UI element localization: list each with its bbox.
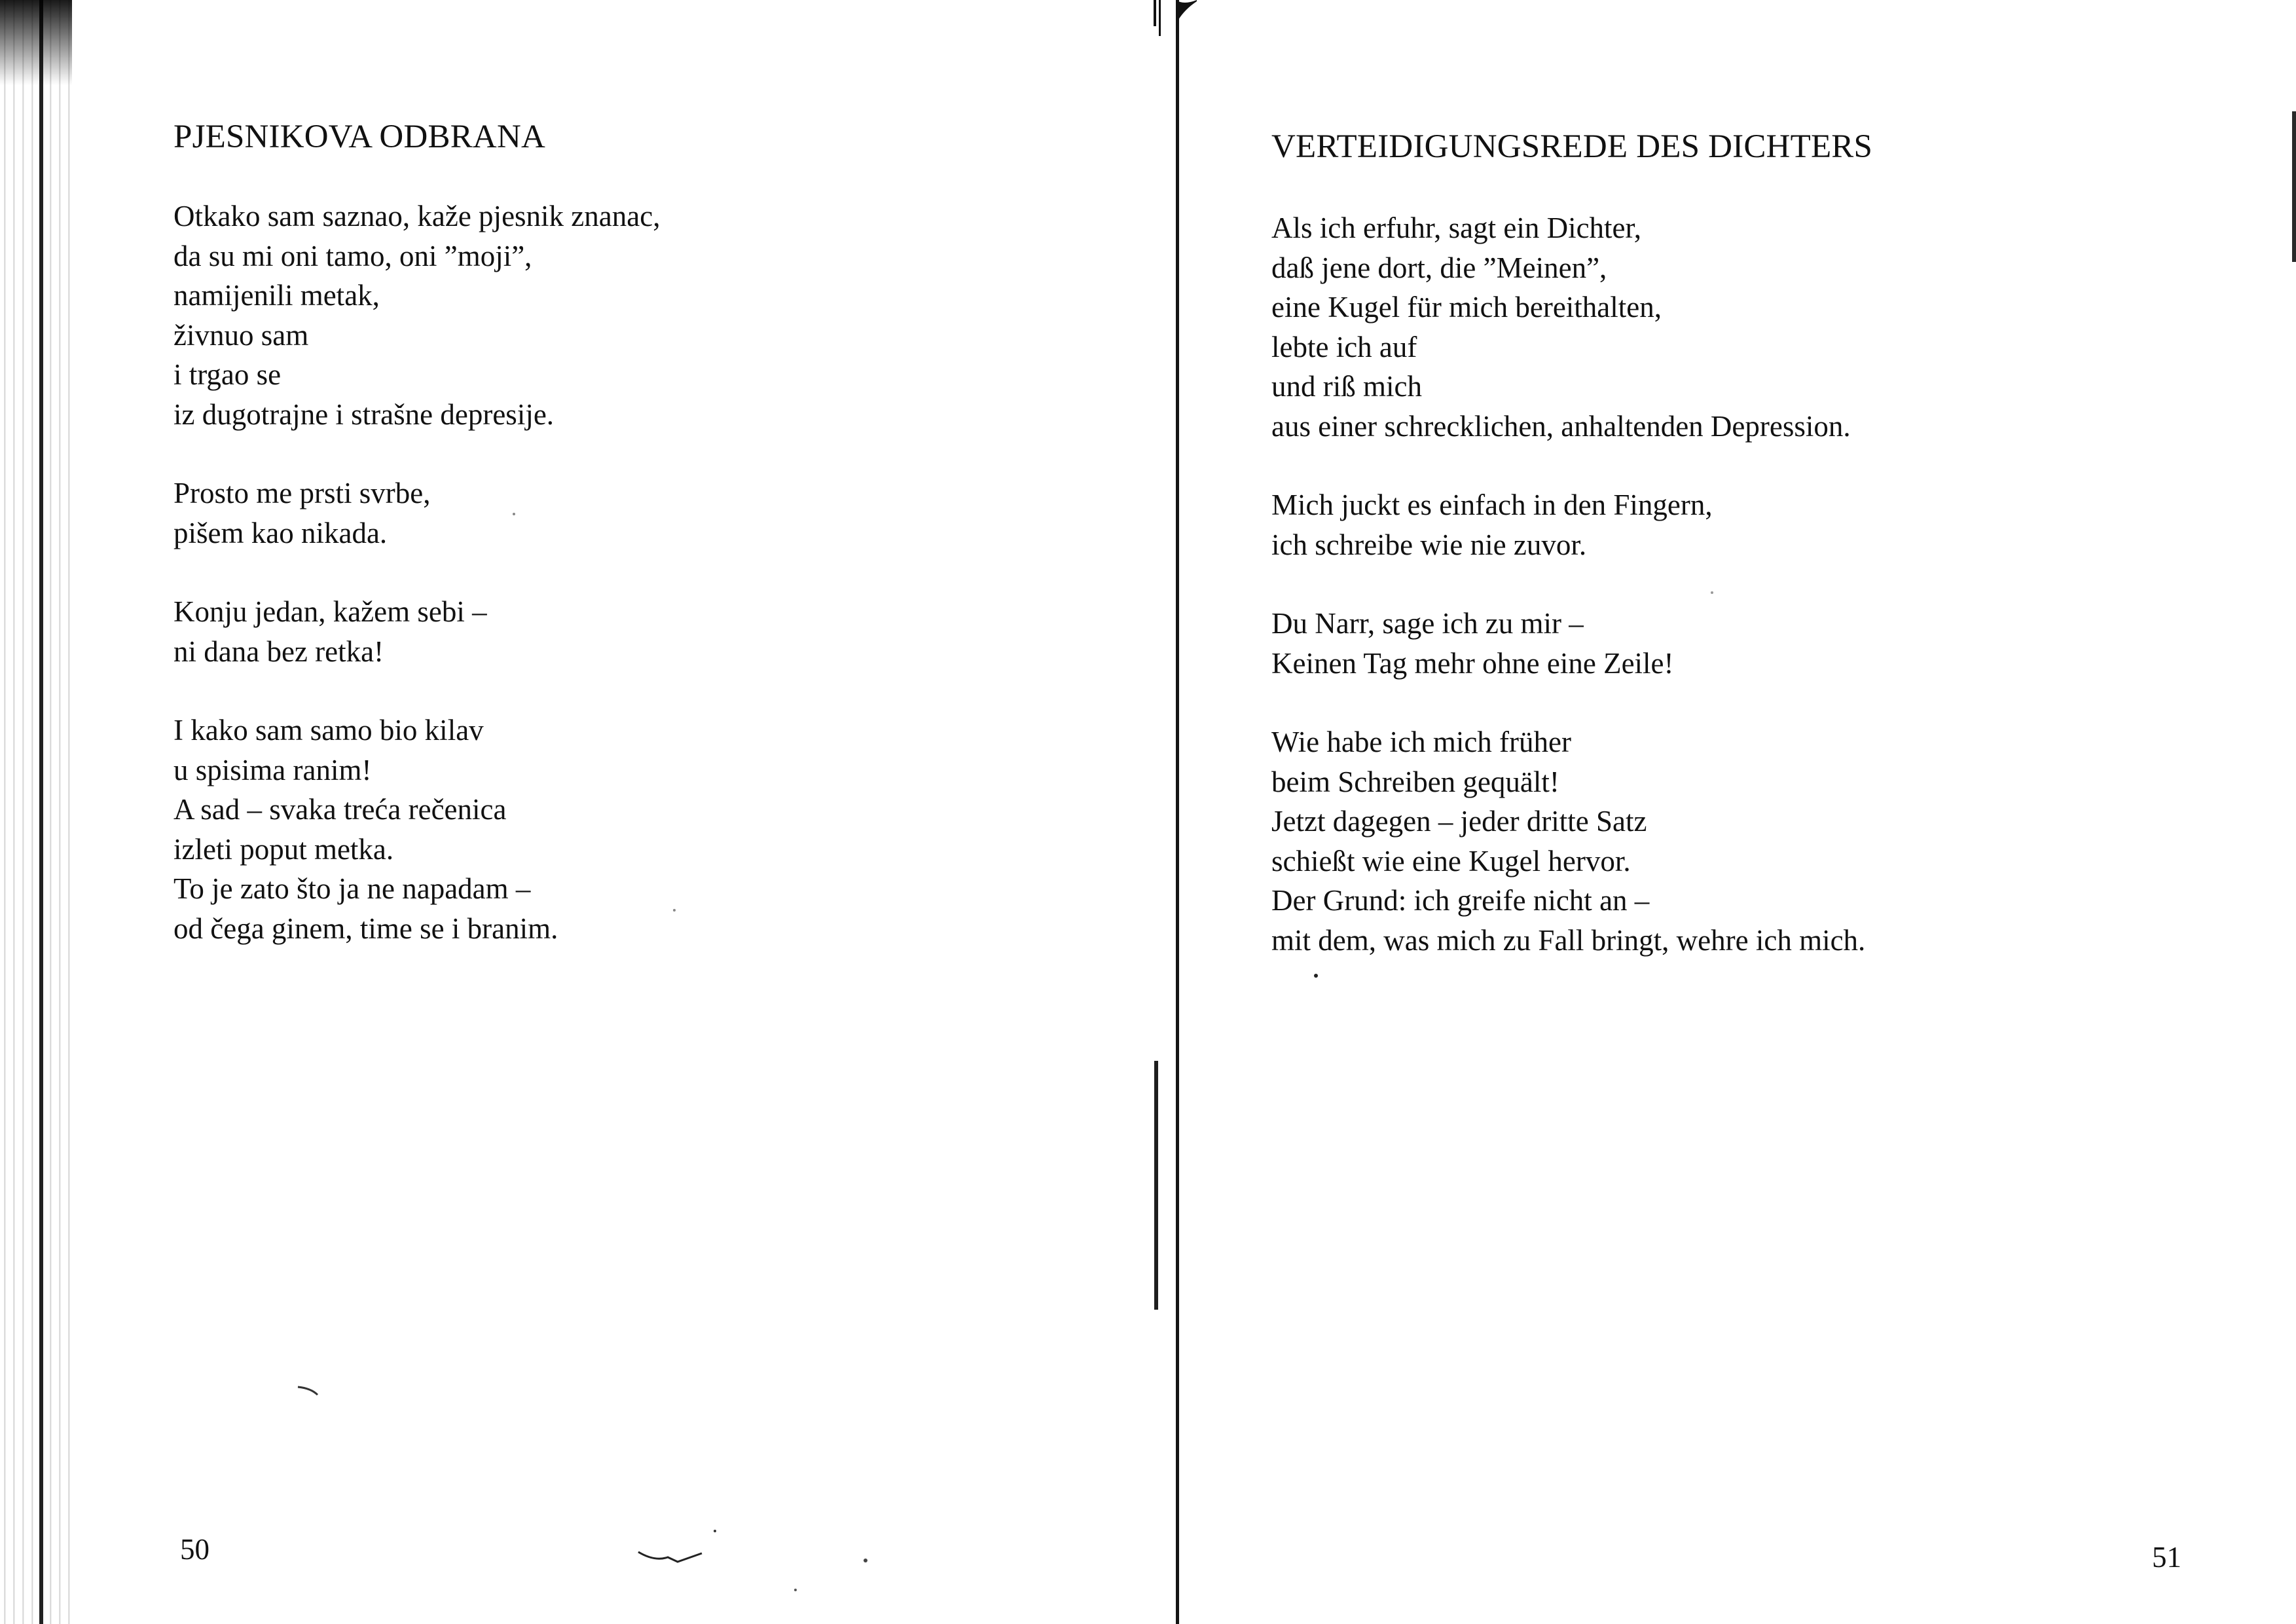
page-number: 50 (180, 1533, 210, 1566)
stanza (1271, 604, 1865, 683)
stanza (1271, 208, 1865, 446)
stanza (173, 592, 660, 671)
poem-line: i trgao se (173, 358, 282, 391)
poem-line: namijenili metak, (173, 279, 380, 312)
poem-line: Konju jedan, kažem sebi – (173, 595, 487, 628)
poem-body (1271, 208, 1865, 999)
poem-line: Wie habe ich mich früher (1271, 726, 1571, 758)
poem-line: To je zato što ja ne napadam – (173, 872, 531, 905)
poem-line: živnuo sam (173, 318, 309, 352)
stanza (173, 473, 660, 553)
poem-line: izleti poput metka. (173, 832, 394, 866)
poem-line: Jetzt dagegen – jeder dritte Satz (1271, 805, 1647, 838)
poem-line: A sad – svaka treća rečenica (173, 793, 507, 826)
right-page (1178, 0, 2296, 1624)
poem-line: da su mi oni tamo, oni ”moji”, (173, 239, 532, 272)
poem-line: Otkako sam saznao, kaže pjesnik znanac, (173, 200, 661, 232)
poem-line: aus einer schrecklichen, anhaltenden Depression. (1271, 409, 1851, 443)
poem-line: Mich juckt es einfach in den Fingern, (1271, 489, 1713, 521)
poem-line: und riß mich (1271, 370, 1422, 403)
poem-line: Der Grund: ich greife nicht an – (1271, 884, 1650, 917)
poem-line: ni dana bez retka! (173, 635, 384, 668)
page-number: 51 (2152, 1541, 2181, 1574)
poem-line: Als ich erfuhr, sagt ein Dichter, (1271, 212, 1641, 244)
stanza (173, 196, 660, 434)
poem-line: beim Schreiben gequält! (1271, 765, 1559, 798)
poem-line: pišem kao nikada. (173, 516, 388, 549)
poem-title: PJESNIKOVA ODBRANA (173, 119, 546, 155)
poem-line: Du Narr, sage ich zu mir – (1271, 607, 1584, 640)
stanza (1271, 485, 1865, 564)
poem-line: Keinen Tag mehr ohne eine Zeile! (1271, 646, 1674, 680)
poem-line: od čega ginem, time se i branim. (173, 912, 558, 945)
poem-line: schießt wie eine Kugel hervor. (1271, 844, 1631, 877)
poem-line: u spisima ranim! (173, 753, 372, 786)
poem-line: iz dugotrajne i strašne depresije. (173, 397, 555, 431)
poem-line: lebte ich auf (1271, 330, 1417, 363)
stanza (1271, 722, 1865, 960)
poem-line: eine Kugel für mich bereithalten, (1271, 291, 1662, 323)
poem-line: mit dem, was mich zu Fall bringt, wehre ich mich. (1271, 923, 1866, 957)
poem-title: VERTEIDIGUNGSREDE DES DICHTERS (1271, 128, 1873, 165)
poem-line: I kako sam samo bio kilav (173, 714, 484, 747)
poem-line: daß jene dort, die ”Meinen”, (1271, 251, 1607, 284)
poem-line: ich schreibe wie nie zuvor. (1271, 528, 1587, 561)
stanza (173, 710, 660, 948)
poem-body (173, 196, 660, 987)
poem-line: Prosto me prsti svrbe, (173, 477, 431, 509)
